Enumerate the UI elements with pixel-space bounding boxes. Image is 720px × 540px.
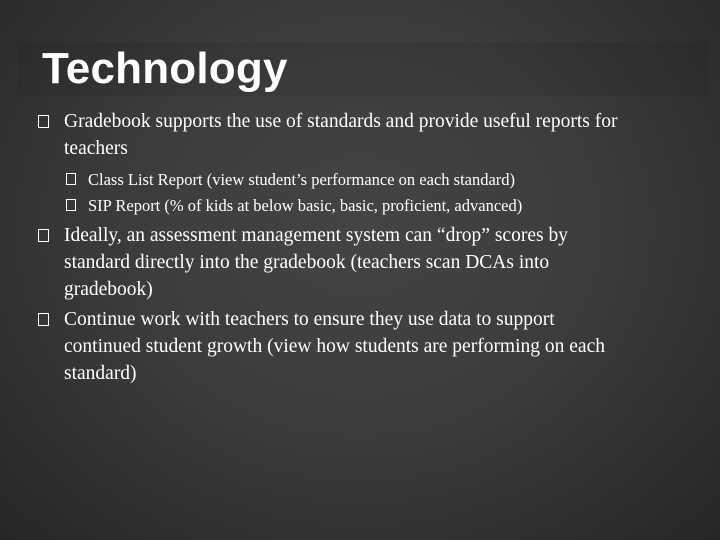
square-bullet-icon [66,173,76,185]
slide-content [36,108,636,387]
bullet-item [36,306,636,387]
bullet-text: Continue work with teachers to ensure they use data to support continued student growth (view how students are performing on each standard) [64,309,605,384]
bullet-text: Gradebook supports the use of standards and provide useful reports for teachers [64,111,618,159]
square-bullet-icon [66,199,76,211]
square-bullet-icon [38,313,49,326]
sub-bullet-text: Class List Report (view student’s performance on each standard) [88,170,516,189]
square-bullet-icon [38,115,49,128]
bullet-item [36,108,636,162]
bullet-item [36,222,636,303]
bullet-text: Ideally, an assessment management system can “drop” scores by standard directly into the gradebook (teachers scan DCAs into gradebook) [64,225,568,300]
sub-bullet-text: SIP Report (% of kids at below basic, basic, proficient, advanced) [88,196,523,215]
slide-title: Technology [42,44,288,93]
square-bullet-icon [38,229,49,242]
sub-bullet-item [36,167,636,193]
sub-bullet-item [36,193,636,219]
